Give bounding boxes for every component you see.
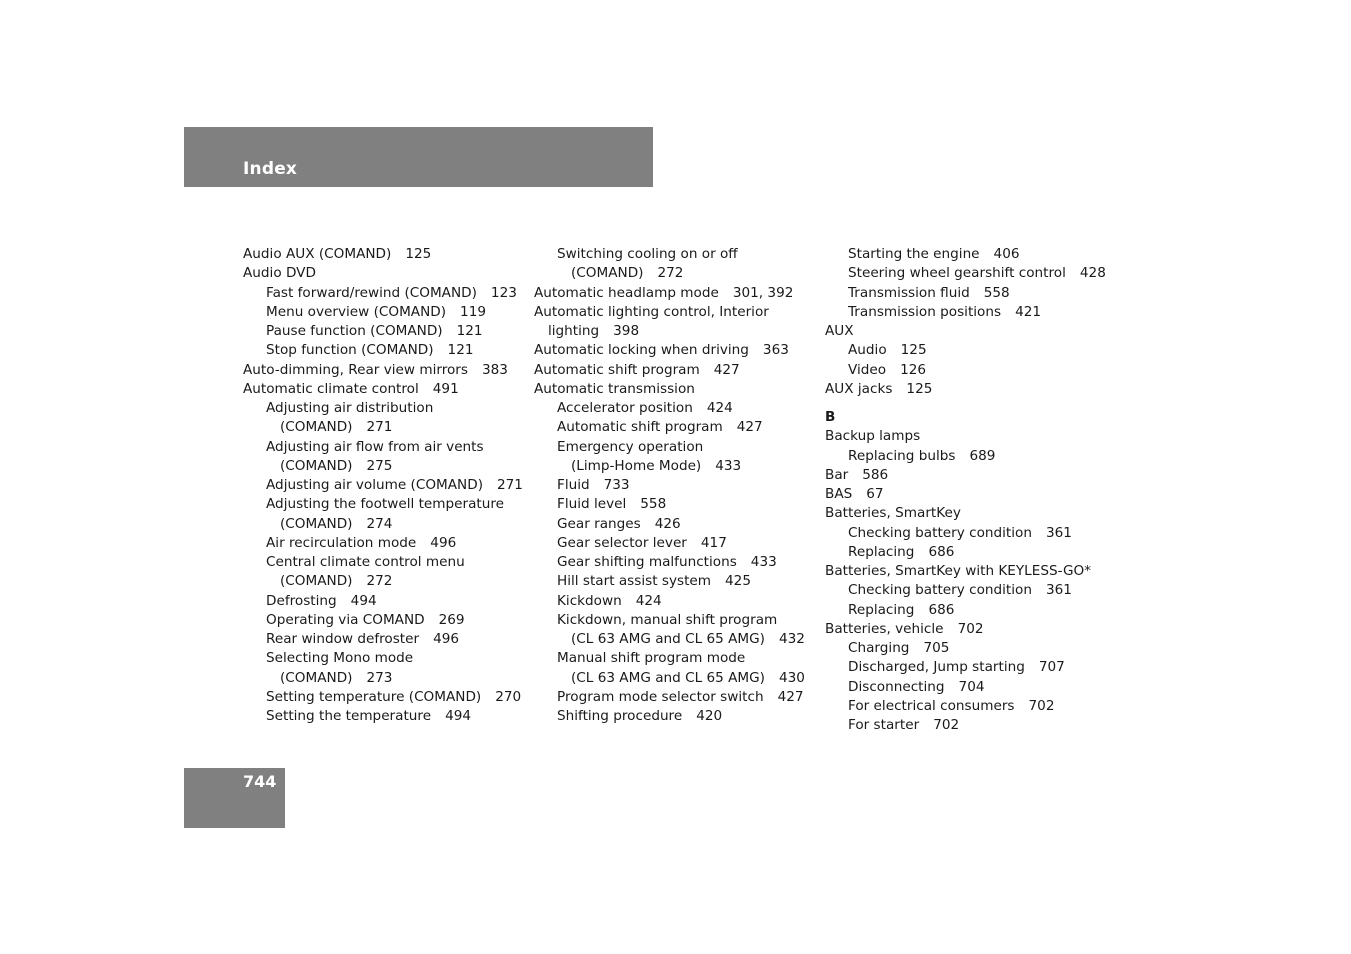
index-entry-text: Audio [848, 342, 887, 359]
index-entry [825, 620, 1106, 639]
index-page-ref: 433 [750, 554, 777, 570]
index-entry-text: Batteries, SmartKey with KEYLESS-GO* [825, 563, 1092, 579]
index-entry-text: Discharged, Jump starting [848, 659, 1025, 676]
index-subentry [243, 534, 523, 553]
index-page-ref: 121 [456, 323, 483, 339]
index-entry-text: Batteries, vehicle [825, 620, 944, 637]
index-entry-text: Automatic lighting control, Interior [534, 303, 769, 320]
index-entry [534, 361, 805, 380]
index-page-ref: 496 [433, 631, 460, 647]
index-entry-text: Fast forward/rewind (COMAND) [266, 284, 477, 301]
index-subentry [534, 418, 805, 437]
index-page-ref: 421 [1015, 303, 1042, 320]
index-page-ref: 427 [736, 419, 763, 436]
index-entry [825, 562, 1106, 581]
index-subentry [534, 399, 805, 418]
index-entry-text: Starting the engine [848, 246, 980, 262]
index-entry-text: Selecting Mono mode [266, 650, 414, 667]
index-entry-text: Menu overview (COMAND) [266, 303, 447, 320]
index-subentry [534, 457, 805, 476]
page-number-tab [184, 768, 285, 828]
index-subentry [825, 245, 1106, 264]
index-page-ref: 428 [1079, 265, 1106, 282]
index-subentry [243, 457, 523, 476]
index-entry-text: Charging [848, 640, 910, 656]
index-page-ref: 433 [715, 457, 742, 474]
index-page-ref: 432 [778, 631, 805, 647]
index-column-3 [825, 245, 1106, 735]
index-page-ref: 702 [957, 620, 984, 637]
index-subentry [825, 447, 1106, 466]
page-title: Index [243, 159, 298, 179]
index-page-ref: 426 [654, 515, 681, 532]
index-subentry [534, 476, 805, 495]
index-page-ref: 270 [495, 688, 522, 705]
index-subentry [243, 572, 523, 591]
index-entry-text: Automatic climate control [243, 380, 419, 397]
index-page-ref: 586 [862, 466, 889, 483]
index-page-ref: 686 [928, 601, 955, 618]
index-entry-text: AUX jacks [825, 380, 893, 397]
index-subentry [534, 264, 805, 283]
index-subentry [825, 639, 1106, 658]
index-subentry [243, 438, 523, 457]
index-entry-text: Batteries, SmartKey [825, 505, 961, 522]
index-subentry [534, 611, 805, 630]
index-page-ref: 430 [778, 669, 805, 686]
index-entry [825, 504, 1106, 523]
index-entry-text: Steering wheel gearshift control [848, 265, 1066, 282]
index-subentry [243, 322, 523, 341]
index-entry-text: Disconnecting [848, 678, 945, 695]
index-entry-text: (COMAND) [280, 457, 353, 474]
index-subentry [825, 284, 1106, 303]
index-entry-text: Automatic locking when driving [534, 342, 749, 359]
index-entry-text: (CL 63 AMG and CL 65 AMG) [571, 669, 765, 686]
index-entry [243, 380, 523, 399]
index-subentry [534, 630, 805, 649]
index-entry-text: Gear shifting malfunctions [557, 554, 737, 570]
index-page-ref: 494 [350, 592, 377, 609]
index-subentry [534, 592, 805, 611]
index-page-ref: 707 [1038, 659, 1065, 676]
index-page-ref: 383 [481, 361, 508, 378]
index-page-ref: 363 [762, 342, 789, 359]
index-entry [825, 380, 1106, 399]
index-subentry [243, 592, 523, 611]
index-subentry [534, 553, 805, 572]
index-entry-text: (COMAND) [280, 573, 353, 590]
index-page-ref: 361 [1045, 582, 1072, 599]
index-page-ref: 361 [1045, 524, 1072, 541]
index-subentry [825, 678, 1106, 697]
index-entry-text: AUX [825, 323, 854, 339]
index-entry-text: Fluid [557, 477, 590, 493]
index-subentry [825, 264, 1106, 283]
index-entry-text: Rear window defroster [266, 631, 420, 647]
index-subentry [534, 322, 805, 341]
index-column-1 [243, 245, 523, 726]
index-subentry [825, 303, 1106, 322]
index-entry-text: Emergency operation [557, 438, 704, 455]
index-page-ref: 496 [430, 534, 457, 551]
index-page-ref: 125 [405, 246, 432, 262]
index-subentry [243, 688, 523, 707]
index-subentry [534, 534, 805, 553]
index-subentry [243, 418, 523, 437]
index-entry [243, 264, 523, 283]
index-entry-text: For electrical consumers [848, 697, 1015, 714]
index-entry-text: Replacing [848, 543, 915, 560]
index-page-ref: 121 [447, 342, 474, 359]
index-entry-text: Adjusting air distribution [266, 400, 434, 416]
index-subentry [825, 658, 1106, 677]
index-subentry [534, 245, 805, 264]
index-entry-text: Automatic transmission [534, 380, 695, 397]
index-subentry [825, 543, 1106, 562]
index-page-ref: 424 [706, 400, 733, 416]
index-entry-text: Checking battery condition [848, 524, 1032, 541]
index-subentry [243, 669, 523, 688]
index-entry-text: Transmission positions [848, 303, 1002, 320]
index-subentry [243, 515, 523, 534]
index-page-ref: 427 [713, 361, 740, 378]
index-page-ref: 125 [900, 342, 927, 359]
index-page-ref: 126 [900, 361, 927, 378]
index-page-ref: 273 [366, 669, 393, 686]
index-subentry [243, 399, 523, 418]
index-page-ref: 702 [1028, 697, 1055, 714]
index-header-bar [184, 127, 653, 187]
index-subentry [243, 630, 523, 649]
index-entry-text: (CL 63 AMG and CL 65 AMG) [571, 631, 765, 647]
index-subentry [243, 611, 523, 630]
index-entry-text: Auto-dimming, Rear view mirrors [243, 361, 468, 378]
index-entry-text: Automatic shift program [557, 419, 723, 436]
index-entry-text: Shifting procedure [557, 708, 683, 724]
index-entry-text: Gear ranges [557, 515, 641, 532]
index-entry [825, 485, 1106, 504]
index-page-ref: 269 [438, 611, 465, 628]
index-page-ref: 424 [635, 592, 662, 609]
index-entry-text: Automatic shift program [534, 361, 700, 378]
index-letter-heading [825, 408, 1106, 427]
index-entry-text: Manual shift program mode [557, 650, 746, 667]
index-entry-text: Kickdown, manual shift program [557, 611, 778, 628]
index-entry [243, 361, 523, 380]
index-entry-text: (COMAND) [280, 419, 353, 436]
index-page-ref: 67 [866, 486, 884, 502]
index-page-ref: 271 [366, 419, 393, 436]
page-number: 744 [243, 772, 277, 791]
index-subentry [534, 515, 805, 534]
index-entry-text: Hill start assist system [557, 573, 712, 590]
index-entry [534, 380, 805, 399]
index-entry-text: Defrosting [266, 592, 337, 609]
index-subentry [534, 669, 805, 688]
index-page-ref: 558 [640, 496, 667, 513]
index-subentry [825, 361, 1106, 380]
index-entry-text: Video [848, 361, 887, 378]
index-page-ref: 406 [993, 246, 1020, 262]
index-entry-text: Kickdown [557, 592, 622, 609]
index-page-ref: 420 [696, 708, 723, 724]
index-entry-text: BAS [825, 486, 853, 502]
index-entry [534, 303, 805, 322]
index-entry-text: Adjusting air flow from air vents [266, 438, 484, 455]
index-subentry [825, 581, 1106, 600]
index-entry-text: Transmission fluid [848, 284, 970, 301]
index-entry-text: (COMAND) [280, 515, 353, 532]
index-entry-text: B [825, 409, 836, 425]
index-subentry [825, 601, 1106, 620]
index-entry-text: Audio DVD [243, 265, 316, 282]
index-page-ref: 398 [613, 323, 640, 339]
index-page-ref: 686 [928, 543, 955, 560]
index-page-ref: 702 [933, 717, 960, 733]
index-page-ref: 558 [983, 284, 1010, 301]
index-entry-text: Air recirculation mode [266, 534, 417, 551]
index-entry-text: Setting temperature (COMAND) [266, 688, 482, 705]
index-entry-text: Stop function (COMAND) [266, 342, 434, 359]
index-entry-text: Switching cooling on or off [557, 246, 738, 262]
index-entry-text: Operating via COMAND [266, 611, 425, 628]
index-page-ref: 733 [603, 477, 630, 493]
index-page-ref: 272 [366, 573, 393, 590]
index-page-ref: 272 [657, 265, 684, 282]
index-subentry [243, 284, 523, 303]
index-entry-text: (COMAND) [571, 265, 644, 282]
index-subentry [243, 649, 523, 668]
index-entry [825, 466, 1106, 485]
index-page-ref: 704 [958, 678, 985, 695]
index-entry-text: (COMAND) [280, 669, 353, 686]
index-page-ref: 123 [490, 284, 517, 301]
index-subentry [825, 697, 1106, 716]
index-page-ref: 274 [366, 515, 393, 532]
index-subentry [243, 476, 523, 495]
index-entry-text: Central climate control menu [266, 554, 465, 570]
index-page-ref: 494 [445, 708, 472, 724]
index-entry-text: Setting the temperature [266, 708, 432, 724]
index-page-ref: 425 [725, 573, 751, 590]
index-page-ref: 119 [460, 303, 486, 320]
index-entry-text: For starter [848, 717, 920, 733]
index-page-ref: 275 [366, 457, 393, 474]
index-entry-text: Automatic headlamp mode [534, 284, 719, 301]
index-entry [534, 341, 805, 360]
index-entry-text: Adjusting the footwell temperature [266, 496, 505, 513]
index-entry-text: Gear selector lever [557, 534, 687, 551]
index-subentry [534, 438, 805, 457]
index-entry-text: Replacing [848, 601, 915, 618]
index-entry-text: Checking battery condition [848, 582, 1032, 599]
index-page-ref: 689 [969, 447, 996, 464]
index-entry [534, 284, 805, 303]
index-subentry [243, 341, 523, 360]
index-subentry [825, 524, 1106, 543]
index-page-ref: 125 [906, 380, 933, 397]
index-entry-text: Adjusting air volume (COMAND) [266, 477, 483, 493]
index-page-ref: 271 [497, 477, 523, 493]
index-entry-text: Audio AUX (COMAND) [243, 246, 392, 262]
index-subentry [825, 716, 1106, 735]
index-page-ref: 427 [777, 688, 804, 705]
index-page-ref: 417 [700, 534, 727, 551]
index-subentry [534, 572, 805, 591]
index-entry [825, 322, 1106, 341]
index-column-2 [534, 245, 805, 726]
index-entry-text: Replacing bulbs [848, 447, 956, 464]
index-entry-text: Accelerator position [557, 400, 693, 416]
index-page-ref: 491 [432, 380, 459, 397]
index-entry-text: lighting [548, 323, 600, 339]
index-entry-text: Program mode selector switch [557, 688, 764, 705]
index-entry-text: (Limp-Home Mode) [571, 457, 702, 474]
index-subentry [534, 688, 805, 707]
index-subentry [534, 707, 805, 726]
index-page-ref: 705 [923, 640, 950, 656]
index-entry [825, 427, 1106, 446]
index-subentry [534, 649, 805, 668]
index-entry-text: Pause function (COMAND) [266, 323, 443, 339]
index-subentry [534, 495, 805, 514]
index-entry-text: Fluid level [557, 496, 627, 513]
index-entry-text: Backup lamps [825, 428, 921, 445]
index-subentry [243, 495, 523, 514]
index-entry-text: Bar [825, 466, 849, 483]
index-subentry [243, 707, 523, 726]
index-subentry [825, 341, 1106, 360]
index-subentry [243, 553, 523, 572]
index-subentry [243, 303, 523, 322]
index-entry [243, 245, 523, 264]
index-page-ref: 301, 392 [732, 284, 794, 301]
